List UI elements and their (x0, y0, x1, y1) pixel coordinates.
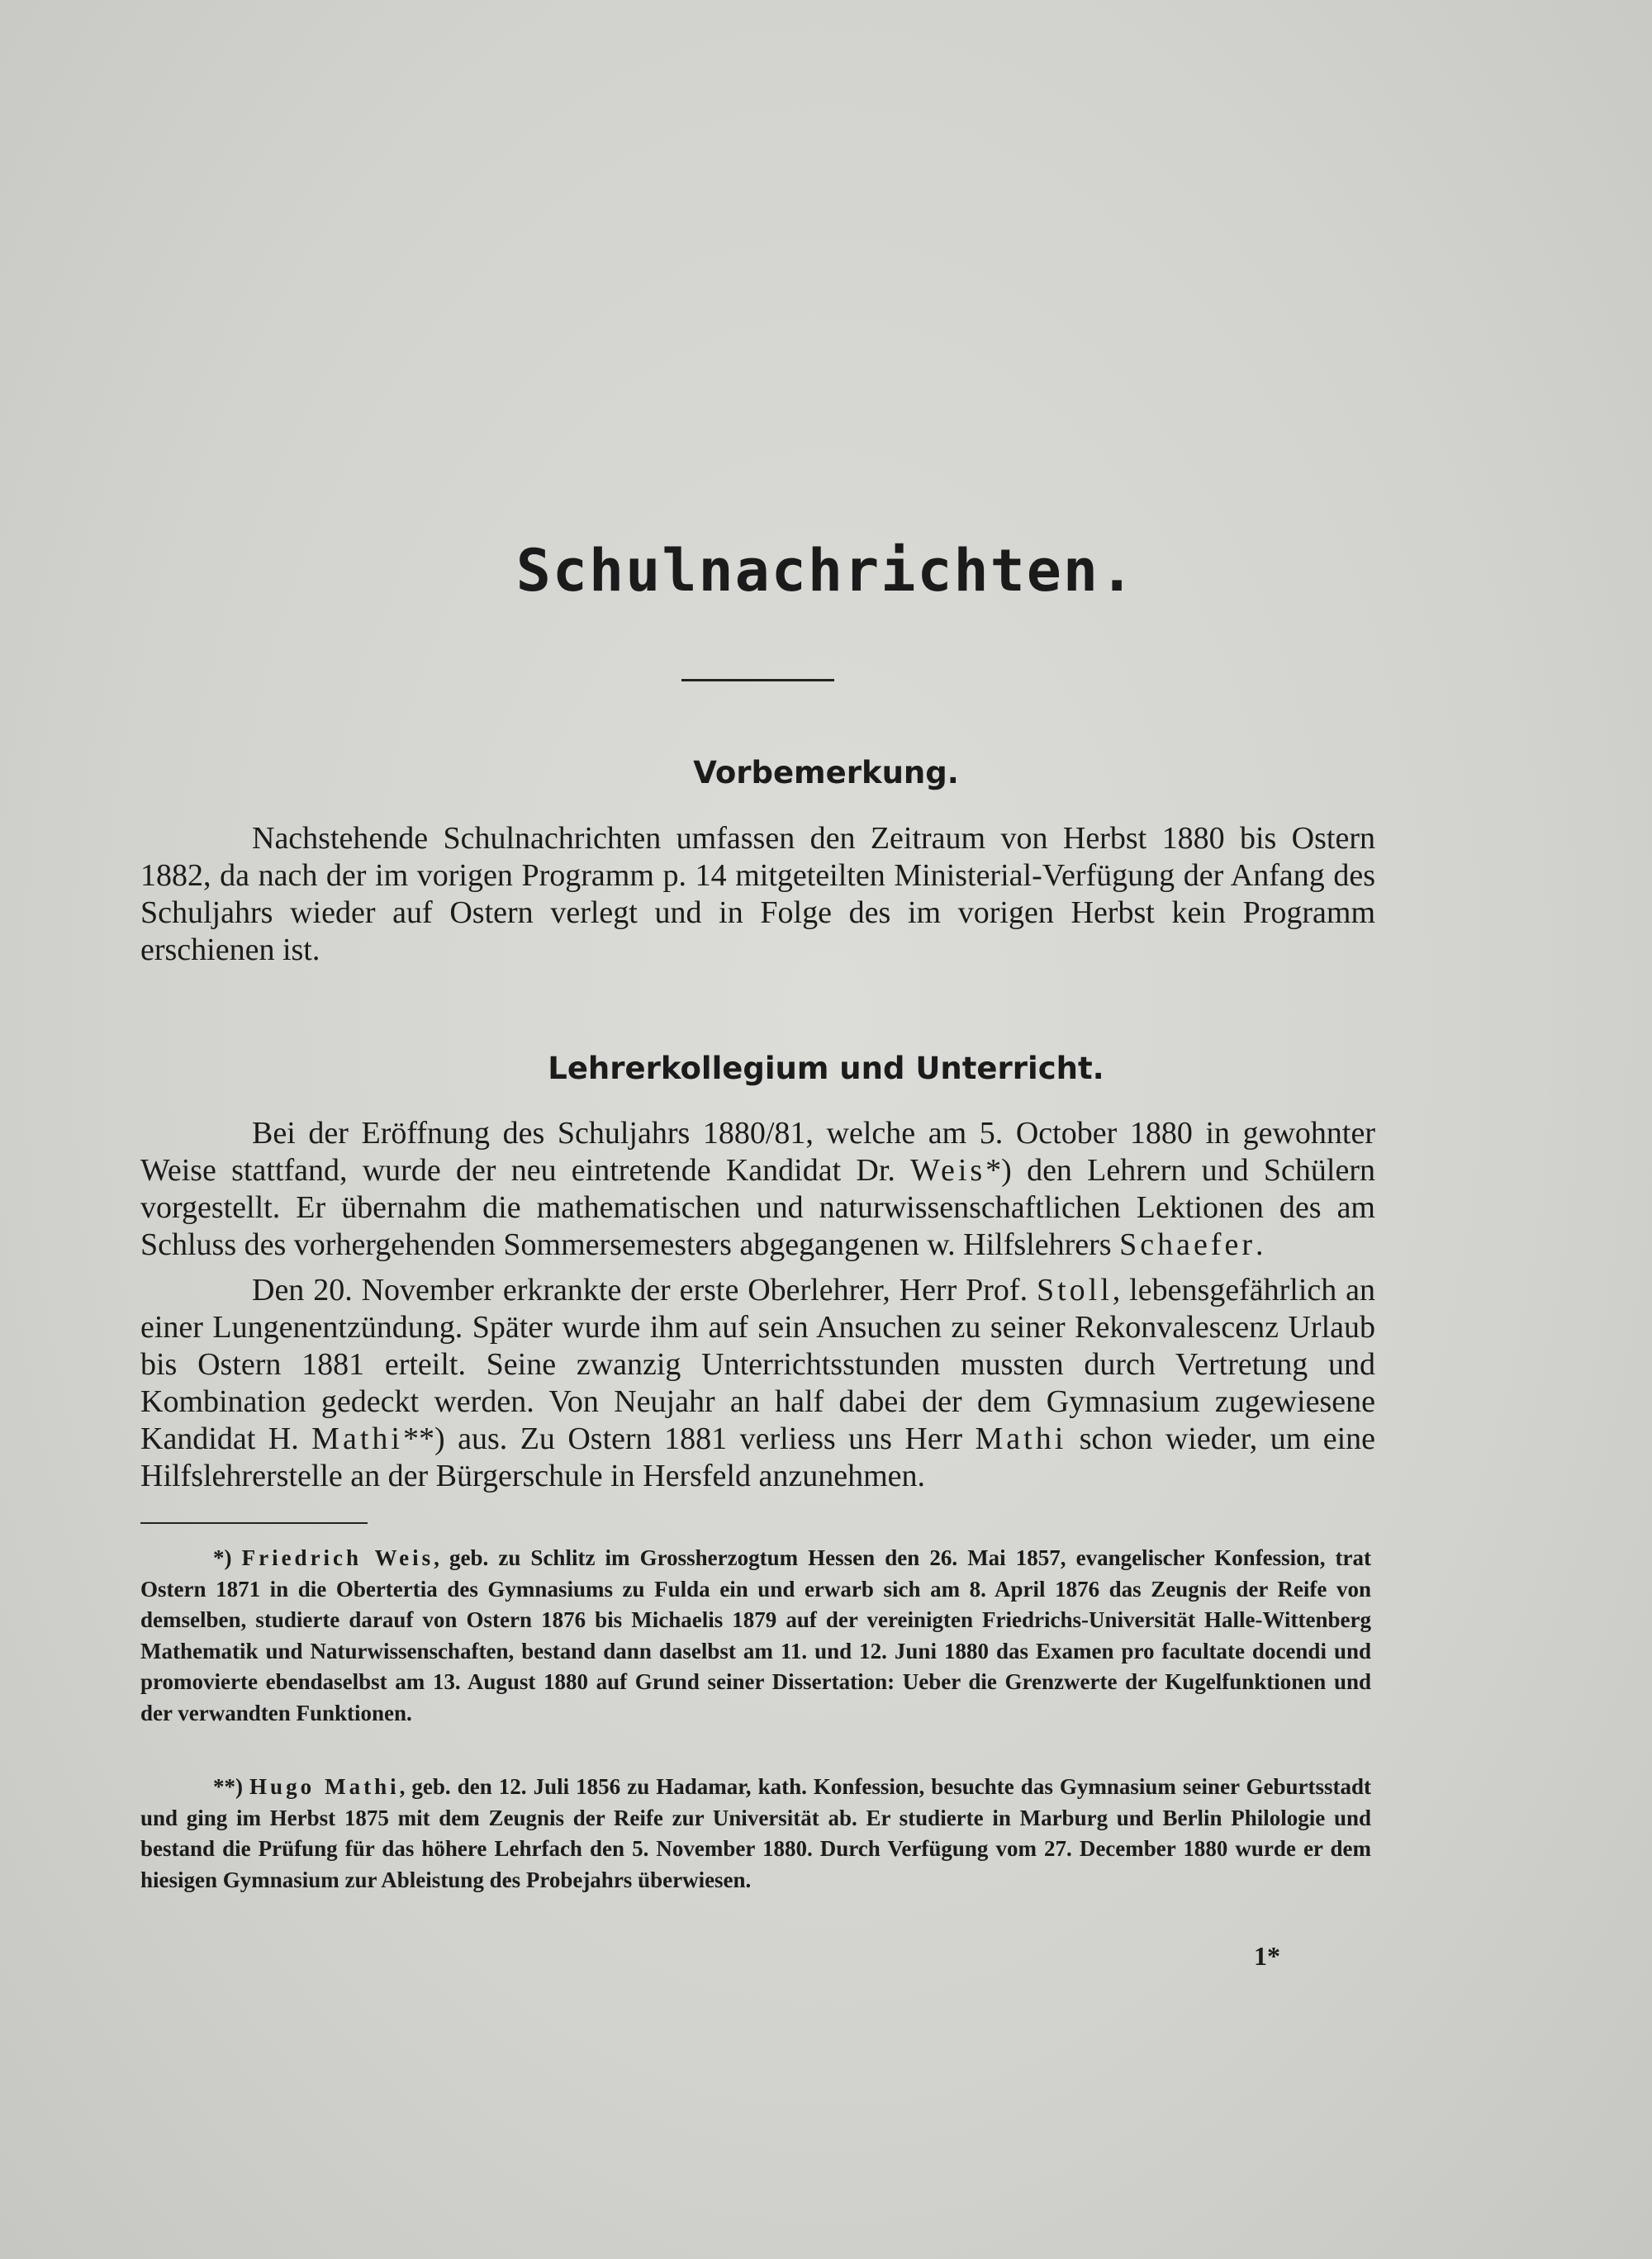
footnote-marker: *) (213, 1545, 242, 1570)
title-divider (681, 679, 834, 681)
text-segment: . (1256, 1227, 1264, 1262)
text-segment: *) den Lehrern und Schülern vorgestellt. Er übernahm die mathematischen und naturwissenschaftlichen Lektionen des am Schluss des vorhergehenden Sommersemesters abgegangenen w. Hilfslehrers (140, 1153, 1375, 1262)
paragraph-lehrerkollegium-2 (140, 1272, 1375, 1495)
footnote-name: Hugo Mathi (249, 1774, 400, 1799)
text-segment: , lebensgefährlich an einer Lungenentzündung. Später wurde ihm auf sein Ansuchen zu seiner Rekonvalescenz Urlaub bis Ostern 1881 erteilt. Seine zwanzig Unterrichtsstunden mussten durch Vertretung und Kombination gedeckt werden. Von Neujahr an half dabei der dem Gymnasium zugewiesene Kandidat H. (140, 1273, 1375, 1456)
footnote-weis (140, 1543, 1371, 1729)
page-signature: 1* (1254, 1941, 1280, 1971)
text-segment: **) aus. Zu Ostern 1881 verliess uns Herr (402, 1421, 976, 1456)
page-title: Schulnachrichten. (515, 537, 1137, 605)
footnote-name: Friedrich Weis (241, 1545, 434, 1570)
footnote-text: , geb. den 12. Juli 1856 zu Hadamar, kath. Konfession, besuchte das Gymnasium seiner Geburtsstadt und ging im Herbst 1875 mit dem Zeugnis der Reife zur Universität ab. Er studierte in Marburg und Berlin Philologie und bestand die Prüfung für das höhere Lehrfach den 5. November 1880. Durch Verfügung vom 27. December 1880 wurde er dem hiesigen Gymnasium zur Ableistung des Probejahrs überwiesen. (140, 1774, 1372, 1892)
heading-vorbemerkung: Vorbemerkung. (693, 755, 959, 790)
text-segment: Den 20. November erkrankte der erste Oberlehrer, Herr Prof. (252, 1273, 1037, 1307)
text-segment: Bei der Eröffnung des Schuljahrs 1880/81, welche am 5. October 1880 in gewohnter Weise stattfand, wurde der neu eintretende Kandidat Dr. (140, 1116, 1375, 1188)
footnote-mathi (140, 1772, 1371, 1896)
person-name: Weis (910, 1153, 986, 1188)
footnote-text: , geb. zu Schlitz im Grossherzogtum Hessen den 26. Mai 1857, evangelischer Konfession, trat Ostern 1871 in die Obertertia des Gymnasiums zu Fulda ein und erwarb sich am 8. April 1876 das Zeugnis der Reife von demselben, studierte darauf von Ostern 1876 bis Michaelis 1879 auf der vereinigten Friedrichs-Universität Halle-Wittenberg Mathematik und Naturwissenschaften, bestand dann daselbst am 11. und 12. Juni 1880 das Examen pro facultate docendi und promovierte ebendaselbst am 13. August 1880 auf Grund seiner Dissertation: Ueber die Grenzwerte der Kugelfunktionen und der verwandten Funktionen. (140, 1545, 1372, 1725)
text-segment: schon wieder, um eine Hilfslehrerstelle an der Bürgerschule in Hersfeld anzunehmen. (140, 1421, 1376, 1493)
footnote-marker: **) (213, 1774, 250, 1799)
heading-lehrerkollegium: Lehrerkollegium und Unterricht. (548, 1051, 1104, 1086)
paragraph-vorbemerkung: Nachstehende Schulnachrichten umfassen den Zeitraum von Herbst 1880 bis Ostern 1882, da nach der im vorigen Programm p. 14 mitgeteilten Ministerial-Verfügung der Anfang des Schuljahrs wieder auf Ostern verlegt und in Folge des im vorigen Herbst kein Programm erschienen ist. (140, 821, 1375, 967)
person-name: Mathi (975, 1421, 1067, 1456)
person-name: Mathi (311, 1421, 403, 1456)
footnote-divider (140, 1522, 368, 1524)
person-name: Stoll (1036, 1273, 1113, 1307)
person-name: Schaefer (1119, 1227, 1256, 1262)
paragraph-lehrerkollegium-1 (140, 1115, 1375, 1264)
